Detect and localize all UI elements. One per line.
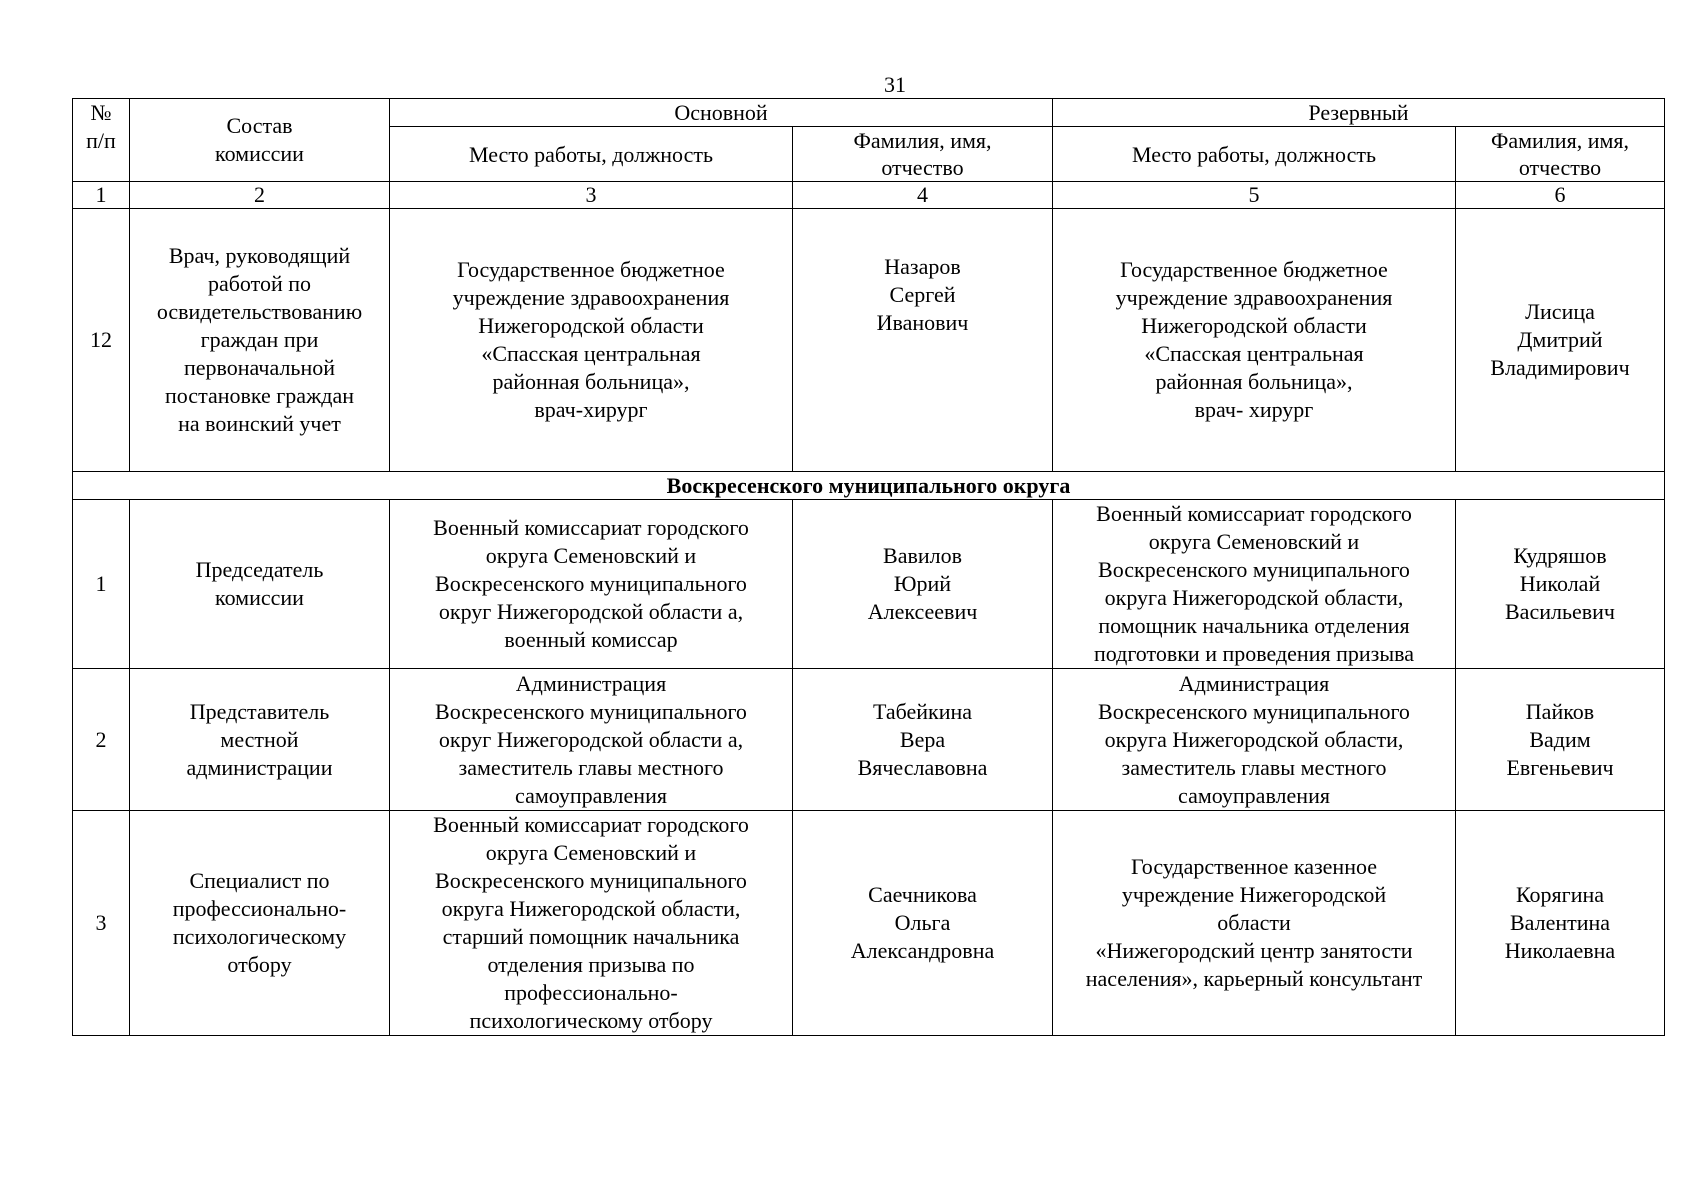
row-reserve-name: Кудряшов Николай Васильевич <box>1456 500 1665 669</box>
row-main-place: Администрация Воскресенского муниципального округ Нижегородской области а, заместитель главы местного самоуправления <box>390 669 793 811</box>
row-role: Специалист по профессионально- психологическому отбору <box>130 811 390 1036</box>
row-num: 1 <box>73 500 130 669</box>
header-composition: Состав комиссии <box>130 99 390 182</box>
row-reserve-name: Пайков Вадим Евгеньевич <box>1456 669 1665 811</box>
column-number: 4 <box>793 182 1053 209</box>
row-main-place: Военный комиссариат городского округа Семеновский и Воскресенского муниципального округ Нижегородской области а, военный комиссар <box>390 500 793 669</box>
section-row <box>73 472 1665 500</box>
row-main-name: Саечникова Ольга Александровна <box>793 811 1053 1036</box>
row-role: Председатель комиссии <box>130 500 390 669</box>
row-role: Врач, руководящий работой по освидетельствованию граждан при первоначальной постановке граждан на воинский учет <box>130 209 390 472</box>
header-row-1 <box>73 99 1665 127</box>
row-reserve-name: Лисица Дмитрий Владимирович <box>1456 209 1665 472</box>
row-main-name: Вавилов Юрий Алексеевич <box>793 500 1053 669</box>
header-main-name: Фамилия, имя, отчество <box>793 127 1053 182</box>
table-row <box>73 209 1665 472</box>
column-number: 3 <box>390 182 793 209</box>
row-reserve-place: Администрация Воскресенского муниципального округа Нижегородской области, заместитель главы местного самоуправления <box>1053 669 1456 811</box>
column-number: 5 <box>1053 182 1456 209</box>
row-num: 2 <box>73 669 130 811</box>
table-row <box>73 669 1665 811</box>
header-reserve-name: Фамилия, имя, отчество <box>1456 127 1665 182</box>
page-number: 31 <box>884 72 906 97</box>
column-number: 2 <box>130 182 390 209</box>
header-reserve-place: Место работы, должность <box>1053 127 1456 182</box>
header-main-place: Место работы, должность <box>390 127 793 182</box>
row-reserve-place: Военный комиссариат городского округа Семеновский и Воскресенского муниципального округа Нижегородской области, помощник начальника отделения подготовки и проведения призыва <box>1053 500 1456 669</box>
header-num: № п/п <box>73 99 130 182</box>
header-reserve: Резервный <box>1053 99 1665 127</box>
row-num: 12 <box>73 209 130 472</box>
row-reserve-name: Корягина Валентина Николаевна <box>1456 811 1665 1036</box>
table-row <box>73 811 1665 1036</box>
column-number: 6 <box>1456 182 1665 209</box>
row-num: 3 <box>73 811 130 1036</box>
row-main-name: Назаров Сергей Иванович <box>793 209 1053 472</box>
row-reserve-place: Государственное казенное учреждение Нижегородской области «Нижегородский центр занятости населения», карьерный консультант <box>1053 811 1456 1036</box>
row-main-name: Табейкина Вера Вячеславовна <box>793 669 1053 811</box>
commission-table <box>72 98 1665 1036</box>
column-numbers-row <box>73 182 1665 209</box>
column-number: 1 <box>73 182 130 209</box>
row-main-place: Военный комиссариат городского округа Семеновский и Воскресенского муниципального округа Нижегородской области, старший помощник начальника отделения призыва по профессионально- психологическому отбору <box>390 811 793 1036</box>
section-title: Воскресенского муниципального округа <box>73 472 1665 500</box>
table-row <box>73 500 1665 669</box>
row-role: Представитель местной администрации <box>130 669 390 811</box>
header-main: Основной <box>390 99 1053 127</box>
row-reserve-place: Государственное бюджетное учреждение здравоохранения Нижегородской области «Спасская центральная районная больница», врач- хирург <box>1053 209 1456 472</box>
row-main-place: Государственное бюджетное учреждение здравоохранения Нижегородской области «Спасская центральная районная больница», врач-хирург <box>390 209 793 472</box>
